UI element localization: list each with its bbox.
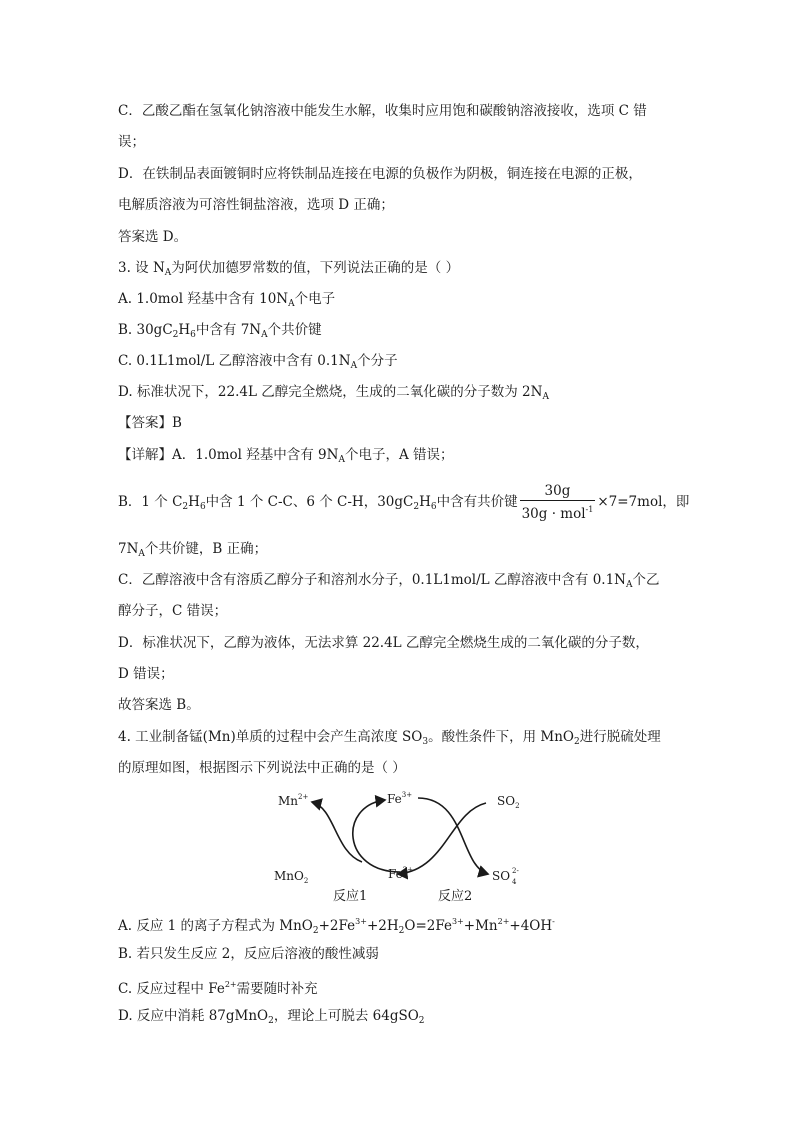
q3-detail-a: 【详解】A．1.0mol 羟基中含有 $9N_A$个电子，A 错误； xyxy=(118,447,454,465)
q3-answer: 【答案】B xyxy=(118,415,182,431)
label-mn2plus: $Mn^{2+}$ xyxy=(278,793,309,808)
label-fe3plus: $Fe^{3+}$ xyxy=(387,791,413,806)
label-reaction2: 反应2 xyxy=(438,889,473,904)
q3-detail-b: B．1 个 $C_2H_6$中含 1 个 C-C、6 个 C-H，$30gC_2H_6$中含有共价键 $\frac{30g}{30g \cdot mol^{-1}}$ ×7=7mol，即 xyxy=(118,483,690,522)
q3-stem: 3. 设 $N_A$为阿伏加德罗常数的值，下列说法正确的是（ ） xyxy=(118,260,460,278)
q3-detail-d1: D．标准状况下，乙醇为液体，无法求算 22.4L 乙醇完全燃烧生成的二氧化碳的分子数， xyxy=(118,635,649,651)
q4-option-c: C. 反应过程中 $Fe^{2+}$需要随时补充 xyxy=(118,980,318,997)
q4-stem-line1: 4. 工业制备锰(Mn)单质的过程中会产生高浓度 $SO_3$。酸性条件下，用 MnO$_2$进行脱硫处理 xyxy=(118,729,661,747)
sol2-option-c-line1: C．乙酸乙酯在氢氧化钠溶液中能发生水解，收集时应用饱和碳酸钠溶液接收，选项 C 错 xyxy=(118,103,647,119)
arc-reaction1-left xyxy=(312,802,362,862)
arc-reaction2-right xyxy=(418,798,488,874)
q3-detail-d2: D 错误； xyxy=(118,666,174,682)
label-so2: $SO_2$ xyxy=(497,794,520,810)
label-mno2: MnO$_2$ xyxy=(274,869,309,885)
sol2-option-d-line2: 电解质溶液为可溶性铜盐溶液，选项 D 正确； xyxy=(118,197,394,213)
q4-option-d: D. 反应中消耗 87gMnO$_2$，理论上可脱去 64gSO$_2$ xyxy=(118,1008,425,1026)
sol2-conclusion: 答案选 D。 xyxy=(118,229,188,245)
sol2-option-d-line1: D．在铁制品表面镀铜时应将铁制品连接在电源的负极作为阴极，铜连接在电源的正极， xyxy=(118,166,642,182)
q4-option-b: B. 若只发生反应 2，反应后溶液的酸性减弱 xyxy=(118,946,379,962)
label-fe2plus: $Fe^{2+}$ xyxy=(388,866,414,881)
sol2-option-c-line2: 误； xyxy=(118,134,145,150)
label-reaction1: 反应1 xyxy=(333,889,368,904)
q4-option-a: A. 反应 1 的离子方程式为 $MnO_2+2Fe^{3+}+2H_2O=2Fe^{3+}+Mn^{2+}+4OH^-$ xyxy=(118,917,555,936)
fraction: $\frac{30g}{30g \cdot mol^{-1}}$ xyxy=(521,483,594,522)
q3-option-c: C. 0.1L1mol/L 乙醇溶液中含有 $0.1N_A$个分子 xyxy=(118,353,398,371)
q3-detail-c2: 醇分子，C 错误； xyxy=(118,603,228,619)
q3-option-d: D. 标准状况下，22.4L 乙醇完全燃烧，生成的二氧化碳的分子数为 $2N_A$ xyxy=(118,384,549,402)
q4-stem-line2: 的原理如图，根据图示下列说法中正确的是（ ） xyxy=(118,760,406,776)
label-so4-2minus: SO 42- xyxy=(492,867,519,886)
q3-option-b: B. $30gC_2H_6$中含有 $7N_A$个共价键 xyxy=(118,322,322,340)
q3-detail-c1: C．乙醇溶液中含有溶质乙醇分子和溶剂水分子，0.1L1mol/L 乙醇溶液中含有 $0.1N_A$个乙 xyxy=(118,572,660,590)
arc-reaction2-left xyxy=(398,803,486,874)
q3-conclusion: 故答案选 B。 xyxy=(118,697,200,713)
q3-option-a: A. 1.0mol 羟基中含有 $10N_A$个电子 xyxy=(118,291,336,309)
q3-detail-b2: $7N_A$个共价键，B 正确； xyxy=(118,541,268,559)
